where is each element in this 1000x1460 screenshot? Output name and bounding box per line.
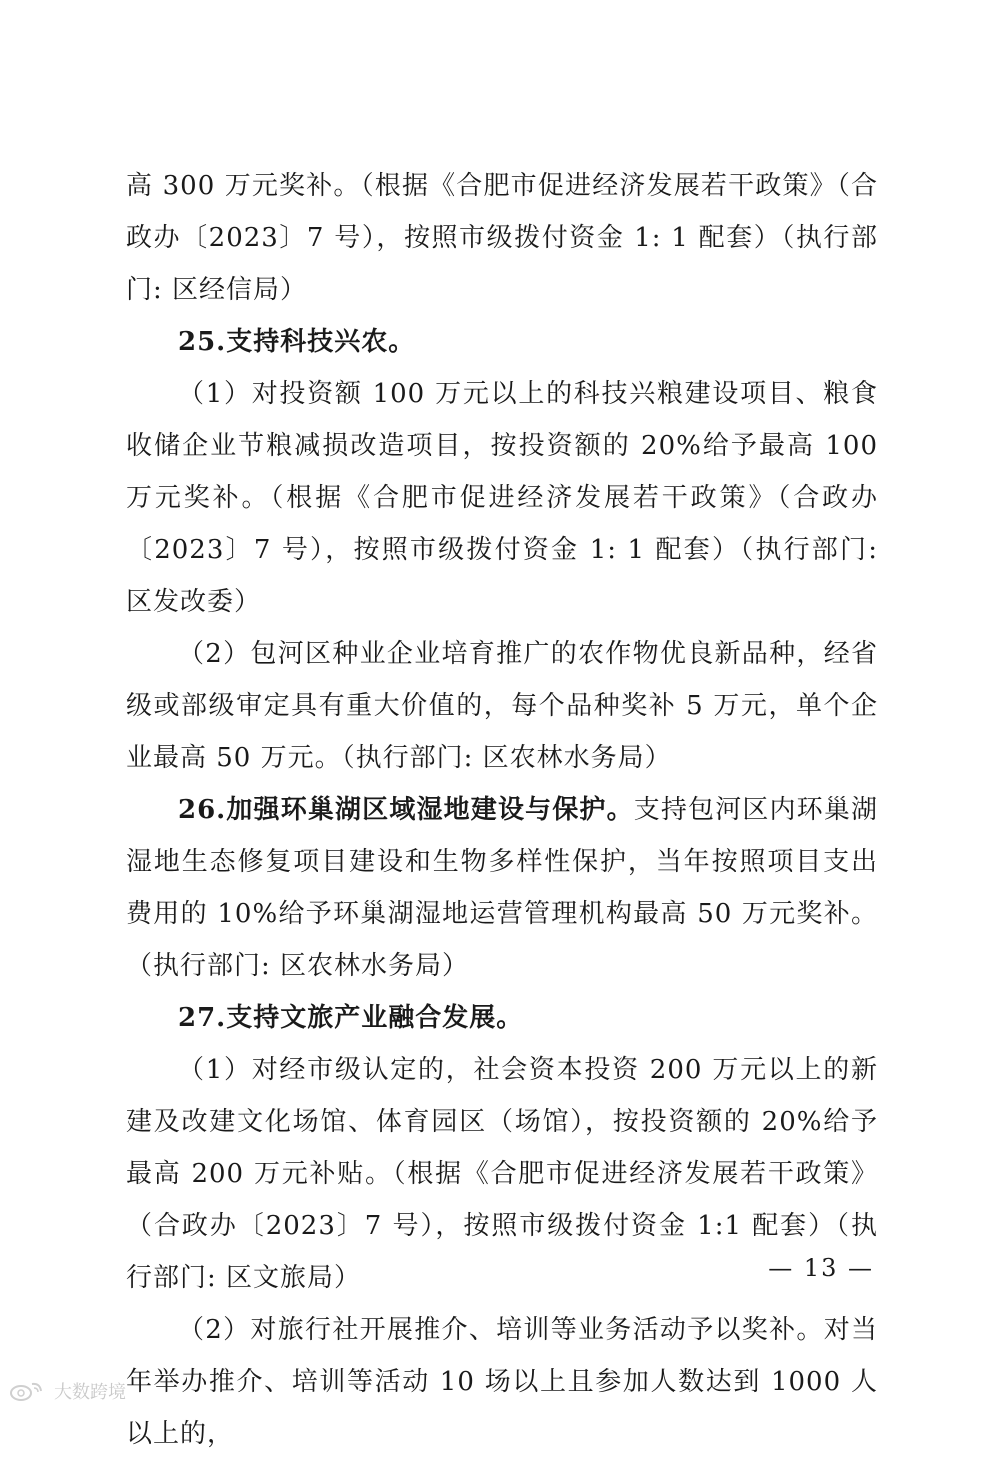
heading-27 [126, 992, 878, 1044]
para-26 [126, 784, 878, 992]
paragraph-text: 支持包河区内环巢湖湿地生态修复项目建设和生物多样性保护，当年按照项目支出费用的 10%给予环巢湖湿地运营管理机构最高 50 万元奖补。（执行部门: 区农林水务局） [126, 795, 878, 981]
paragraph-text: 高 300 万元奖补。（根据《合肥市促进经济发展若干政策》（合政办〔2023〕7 号），按照市级拨付资金 1: 1 配套）（执行部门: 区经信局） [126, 171, 878, 305]
paragraph-text: （2）对旅行社开展推介、培训等业务活动予以奖补。对当年举办推介、培训等活动 10 场以上且参加人数达到 1000 人以上的， [126, 1315, 878, 1449]
para-25-1 [126, 368, 878, 628]
document-body [126, 160, 878, 1460]
paragraph-text: （1）对经市级认定的，社会资本投资 200 万元以上的新建及改建文化场馆、体育园区（场馆），按投资额的 20%给予最高 200 万元补贴。（根据《合肥市促进经济发展若干政策》（合政办〔2023〕7 号），按照市级拨付资金 1:1 配套）（执行部门: 区文旅局） [126, 1055, 878, 1293]
section-heading: 27.支持文旅产业融合发展。 [178, 1003, 524, 1033]
para-27-2 [126, 1304, 878, 1460]
weibo-style-logo-icon [8, 1380, 48, 1402]
paragraph-text: （1）对投资额 100 万元以上的科技兴粮建设项目、粮食收储企业节粮减损改造项目，按投资额的 20%给予最高 100 万元奖补。（根据《合肥市促进经济发展若干政策》（合政办〔2023〕7 号），按照市级拨付资金 1: 1 配套）（执行部门: 区发改委） [126, 379, 878, 617]
page-number: — 13 — [768, 1254, 874, 1282]
section-heading: 26.加强环巢湖区域湿地建设与保护。 [178, 795, 634, 825]
heading-25 [126, 316, 878, 368]
watermark [8, 1378, 126, 1404]
para-27-1 [126, 1044, 878, 1304]
para-25-2 [126, 628, 878, 784]
paragraph-text: （2）包河区种业企业培育推广的农作物优良新品种，经省级或部级审定具有重大价值的，每个品种奖补 5 万元，单个企业最高 50 万元。（执行部门: 区农林水务局） [126, 639, 878, 773]
watermark-text: 大数跨境 [54, 1382, 126, 1403]
section-heading: 25.支持科技兴农。 [178, 327, 416, 357]
para-24-continued [126, 160, 878, 316]
